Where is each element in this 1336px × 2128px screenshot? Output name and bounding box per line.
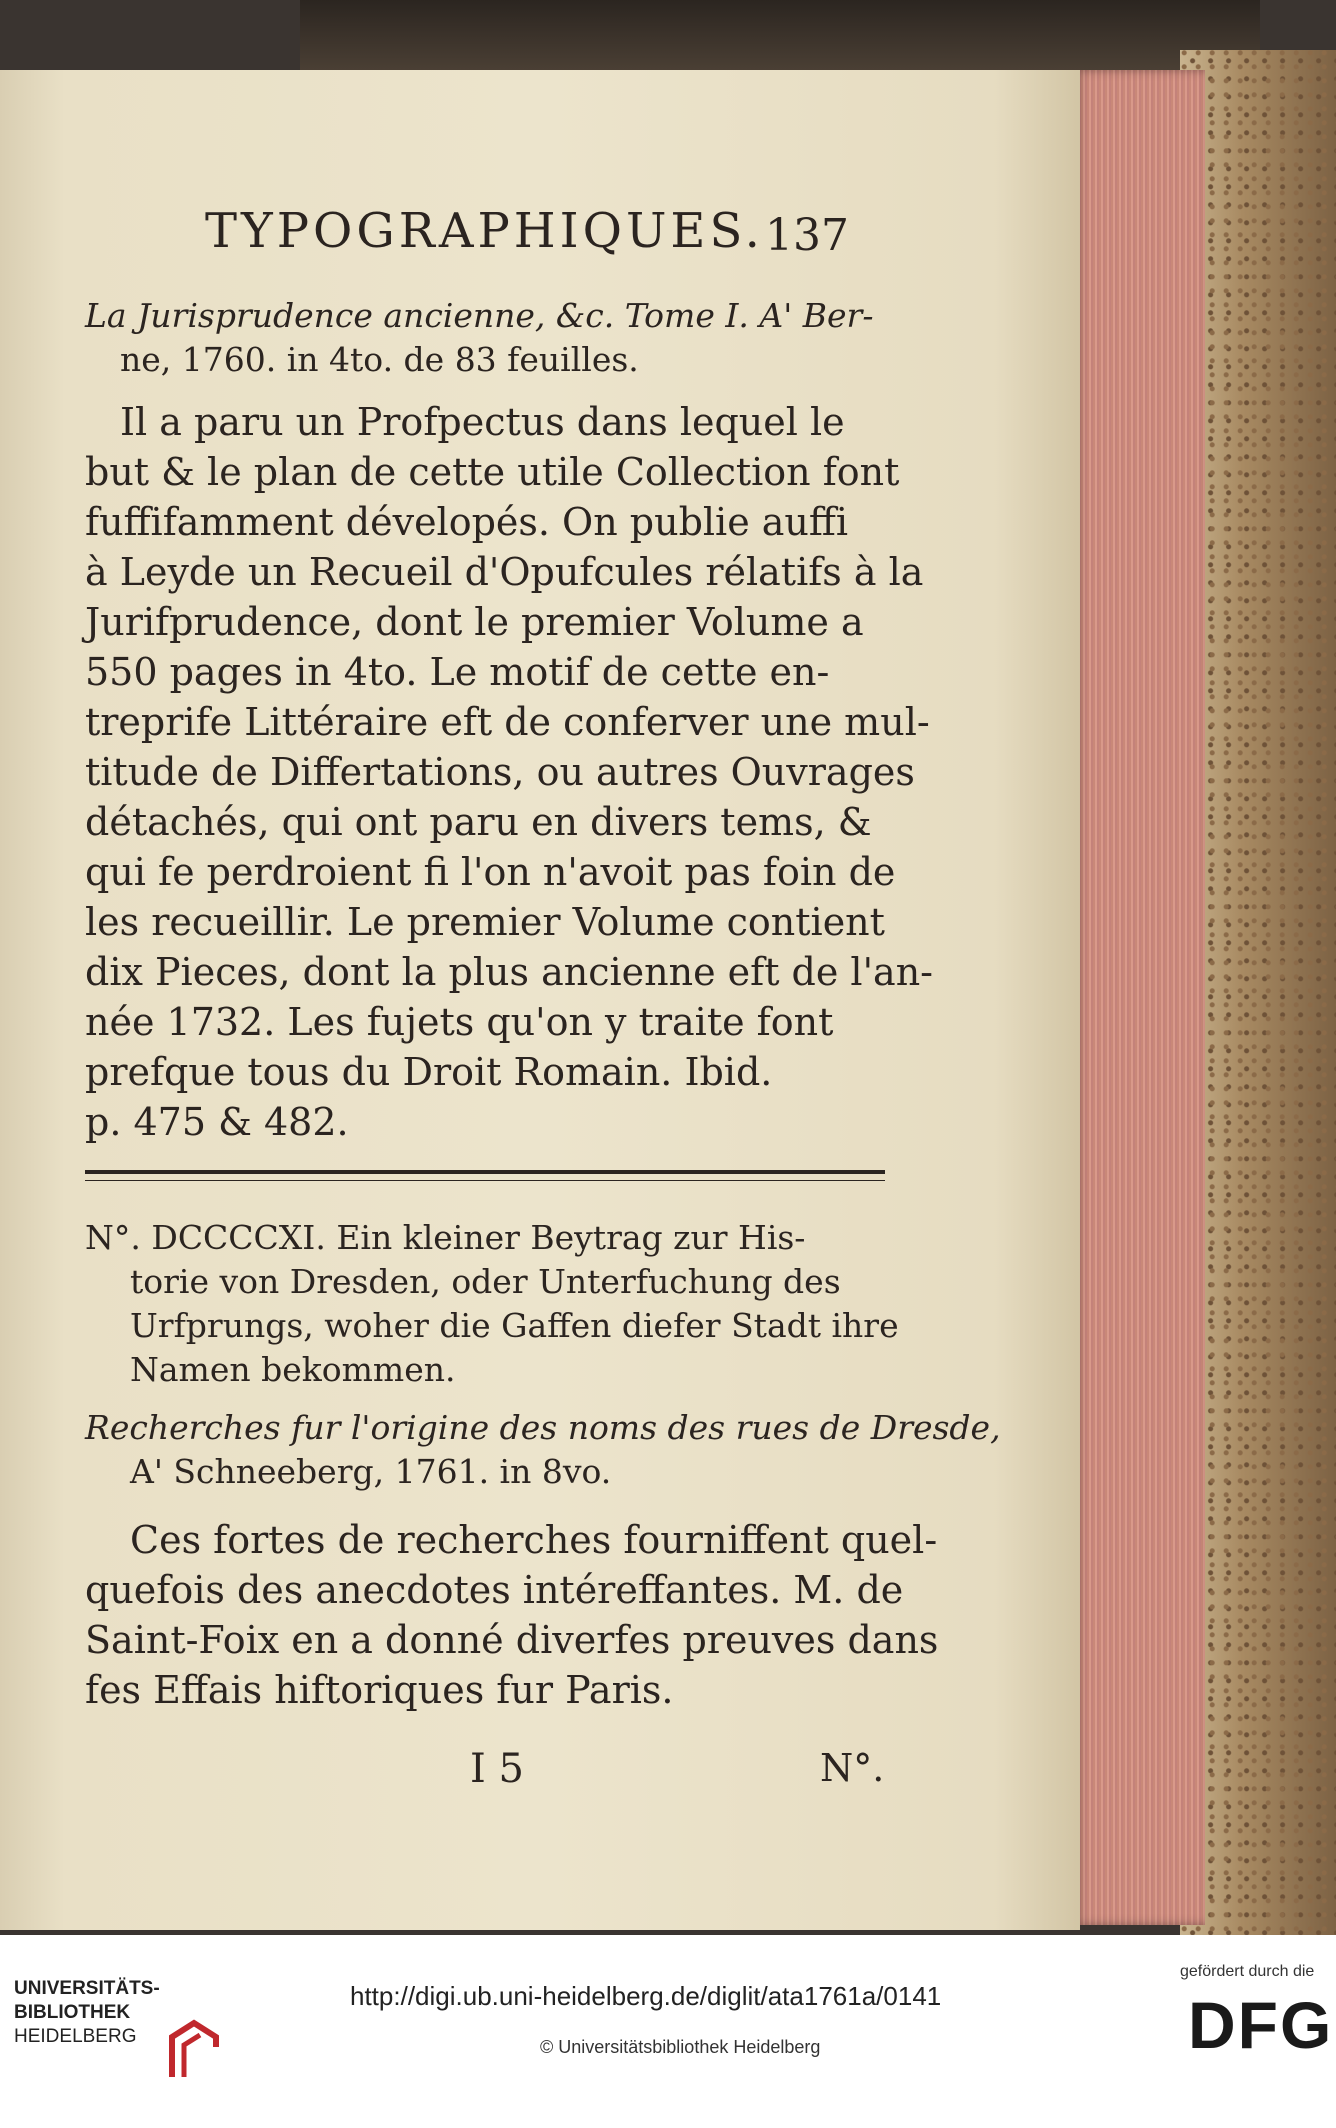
institution-line: BIBLIOTHEK — [14, 2002, 131, 2023]
signature-mark: I 5 — [470, 1746, 524, 1792]
dfg-logo[interactable]: DFG — [1188, 1988, 1334, 2062]
page-text — [0, 70, 1080, 1930]
paragraph-line: qui fe perdroient fi l'on n'avoit pas foin de — [85, 850, 896, 894]
paragraph-line: dix Pieces, dont la plus ancienne eft de l'an- — [85, 950, 934, 994]
funder-caption: gefördert durch die — [1180, 1963, 1315, 1980]
entry-heading-line: N°. DCCCCXI. Ein kleiner Beytrag zur His- — [85, 1218, 806, 1257]
paragraph-line: les recueillir. Le premier Volume contient — [85, 900, 885, 944]
citation-line: ne, 1760. in 4to. de 83 feuilles. — [120, 340, 639, 379]
permalink-url[interactable]: http://digi.ub.uni-heidelberg.de/diglit/ata1761a/0141 — [350, 1981, 942, 2011]
paragraph-line: Ces fortes de recherches fourniffent quel- — [130, 1518, 938, 1562]
paragraph-line: fuffifamment dévelopés. On publie auffi — [85, 500, 849, 544]
paragraph-line: 550 pages in 4to. Le motif de cette en- — [85, 650, 830, 694]
section-rule-thin — [85, 1180, 885, 1181]
paragraph-line: Il a paru un Profpectus dans lequel le — [120, 400, 845, 444]
paragraph-line: quefois des anecdotes intéreffantes. M. de — [85, 1568, 904, 1612]
section-rule — [85, 1170, 885, 1174]
viewer-footer — [0, 1935, 1336, 2128]
paragraph-line: à Leyde un Recueil d'Opufcules rélatifs à la — [85, 550, 924, 594]
entry-heading-line: Namen bekommen. — [130, 1350, 456, 1389]
scan-top-shadow — [300, 0, 1260, 70]
paragraph-line: treprife Littéraire eft de conferver une mul- — [85, 700, 930, 744]
institution-line: UNIVERSITÄTS- — [14, 1978, 160, 1999]
ub-heidelberg-logo[interactable] — [14, 1977, 204, 2087]
paragraph-line: prefque tous du Droit Romain. Ibid. — [85, 1050, 773, 1094]
copyright-notice: © Universitätsbibliothek Heidelberg — [540, 2037, 821, 2057]
paragraph-line: Jurifprudence, dont le premier Volume a — [85, 600, 864, 644]
paragraph-line: née 1732. Les fujets qu'on y traite font — [85, 1000, 834, 1044]
paragraph-line: Saint-Foix en a donné diverfes preuves dans — [85, 1618, 939, 1662]
paragraph-line: détachés, qui ont paru en divers tems, & — [85, 800, 872, 844]
book-page — [0, 70, 1080, 1930]
entry-heading-line: Urfprungs, woher die Gaffen diefer Stadt ihre — [130, 1306, 899, 1345]
page-edges — [1075, 70, 1205, 1925]
institution-line: HEIDELBERG — [14, 2026, 137, 2047]
entry-heading-line: torie von Dresden, oder Unterfuchung des — [130, 1262, 841, 1301]
citation-line: La Jurisprudence ancienne, &c. Tome I. A' Ber- — [85, 296, 874, 335]
paragraph-line: titude de Differtations, ou autres Ouvrages — [85, 750, 915, 794]
library-emblem-icon — [164, 2017, 224, 2087]
entry-french-imprint: A' Schneeberg, 1761. in 8vo. — [130, 1452, 612, 1491]
page-number: 137 — [765, 210, 849, 261]
catchword: N°. — [820, 1746, 885, 1790]
running-head: TYPOGRAPHIQUES. — [205, 203, 764, 259]
paragraph-line: but & le plan de cette utile Collection font — [85, 450, 900, 494]
paragraph-line: p. 475 & 482. — [85, 1100, 349, 1144]
entry-french-title: Recherches fur l'origine des noms des rues de Dresde, — [85, 1408, 1001, 1447]
paragraph-line: fes Effais hiftoriques fur Paris. — [85, 1668, 674, 1712]
